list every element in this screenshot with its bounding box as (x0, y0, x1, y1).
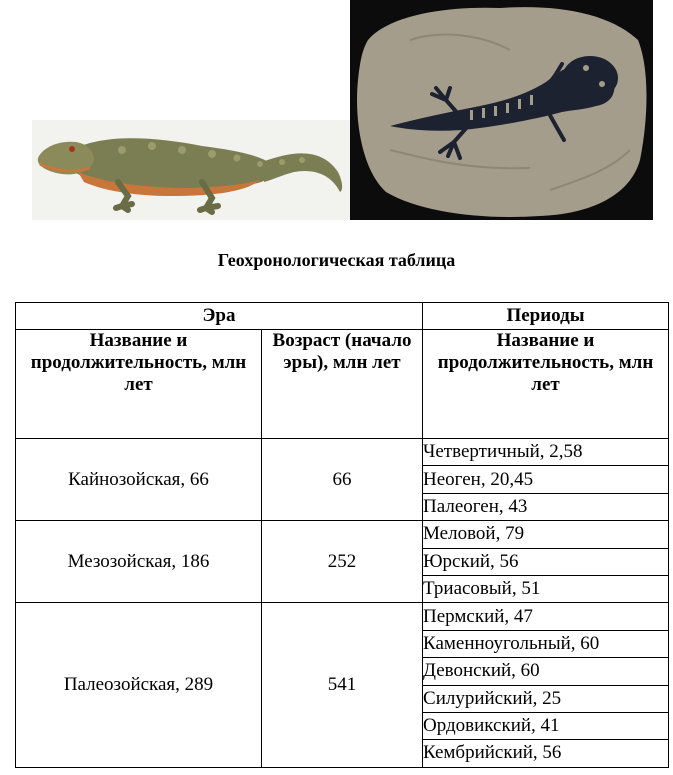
period-name: Девонский, 60 (423, 658, 669, 685)
era-age: 66 (262, 439, 423, 521)
period-name: Силурийский, 25 (423, 685, 669, 712)
header-periods: Периоды (423, 303, 669, 330)
era-name: Мезозойская, 186 (16, 521, 262, 603)
era-name: Палеозойская, 289 (16, 603, 262, 767)
period-name: Триасовый, 51 (423, 575, 669, 602)
column-era-name: Название и продолжительность, млн лет (16, 330, 262, 439)
fossil-imprint-icon (350, 0, 653, 220)
period-name: Юрский, 56 (423, 548, 669, 575)
period-name: Кембрийский, 56 (423, 740, 669, 767)
page-title: Геохронологическая таблица (217, 250, 456, 270)
header-era: Эра (16, 303, 423, 330)
amphibian-reconstruction-image (32, 120, 350, 220)
era-age: 252 (262, 521, 423, 603)
amphibian-reconstruction-icon (32, 120, 350, 220)
era-age: 541 (262, 603, 423, 767)
fossil-image (350, 0, 653, 220)
table-row (16, 439, 669, 466)
period-name: Пермский, 47 (423, 603, 669, 630)
period-name: Меловой, 79 (423, 521, 669, 548)
era-name: Кайнозойская, 66 (16, 439, 262, 521)
period-name: Каменноугольный, 60 (423, 630, 669, 657)
column-period-name: Название и продолжительность, млн лет (423, 330, 669, 439)
table-row (16, 603, 669, 630)
period-name: Палеоген, 43 (423, 493, 669, 520)
table-row (16, 521, 669, 548)
period-name: Четвертичный, 2,58 (423, 439, 669, 466)
column-era-age: Возраст (начало эры), млн лет (262, 330, 423, 439)
period-name: Неоген, 20,45 (423, 466, 669, 493)
period-name: Ордовикский, 41 (423, 712, 669, 739)
geochronological-table (15, 302, 669, 768)
